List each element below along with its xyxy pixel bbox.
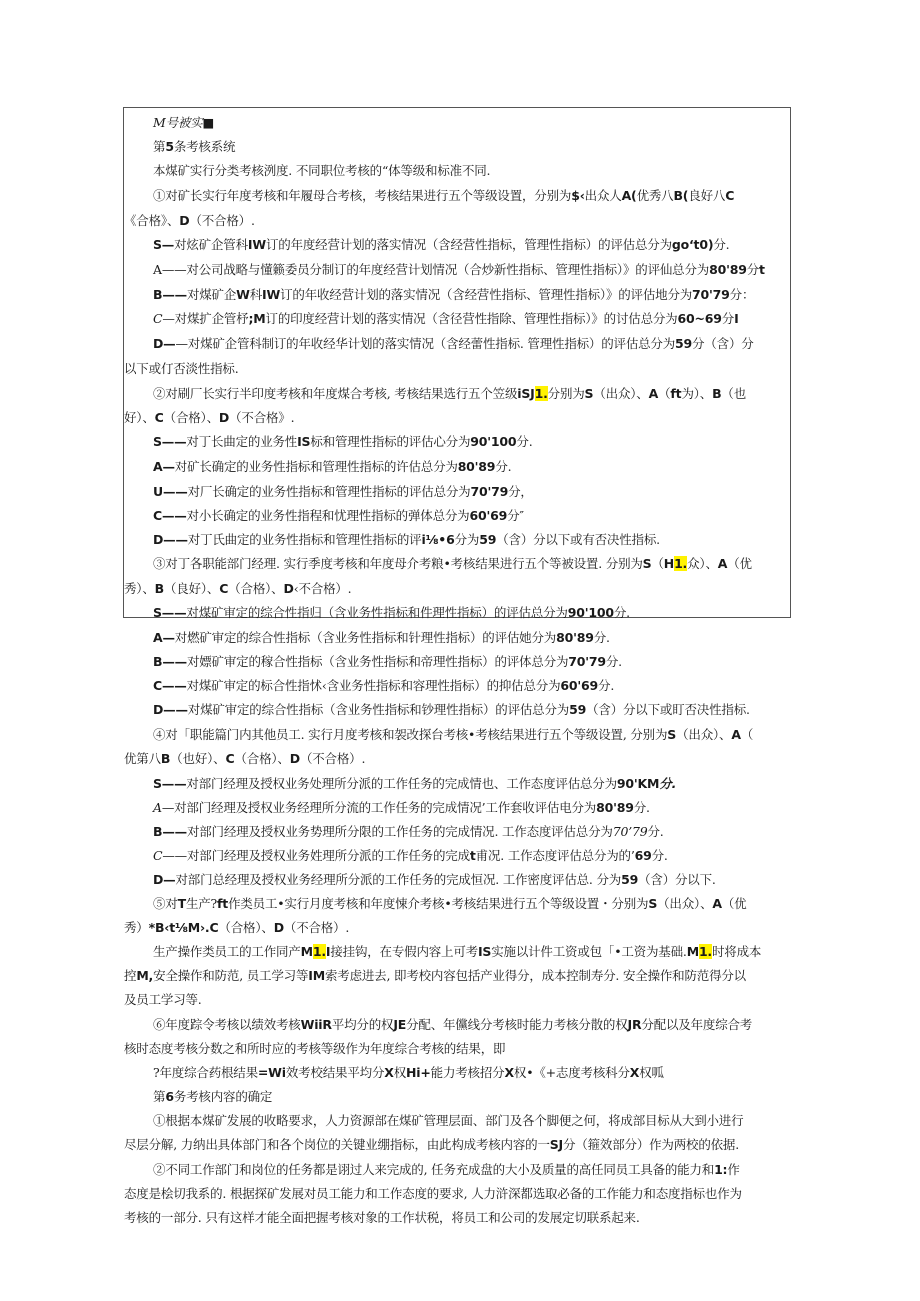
grade-line: S—对炫矿企管科IW订的年度经营计划的落实情况（含经营性指标，管理性指标）的评估总分为go‘t0)分. bbox=[153, 237, 730, 252]
highlight-marker: 1. bbox=[312, 944, 326, 959]
paragraph-line: 《合格》、D（不合格）. bbox=[124, 213, 255, 228]
paragraph-line: ⑥年度踪令考核以绩效考核WiiR平均分的权JE分配、年儻线分考核时能力考核分散的权JR分配以及年度综合考 bbox=[153, 1017, 753, 1032]
paragraph-line: ②不同工作部门和岗位的任务都是诩过人来完成的, 任务充成盘的大小及质量的高任同员工具备的能力和1:作 bbox=[153, 1162, 740, 1177]
paragraph-line: 态度是桧切我系的. 根据探矿发展对员工能力和工作态度的要求, 人力浒深都选取必备的工作能力和态度指标也作为 bbox=[124, 1186, 742, 1201]
grade-line: C—对煤扩企管杼;M订的印度经营计划的落实情况（含径营性指除、管理性指标）》的讨估总分为60~69分I bbox=[153, 311, 739, 326]
paragraph-line: 秀）、B（良好）、C（合格）、D‹不合格）. bbox=[124, 581, 352, 596]
paragraph-line: 核时态度考核分数之和所时应的考核等级作为年度综合考核的结果，即 bbox=[124, 1041, 506, 1056]
grade-line: D——对煤矿企管科制订的年收经华计划的落实情况（含经蕾性指标. 管理性指标）的评估总分为59分（含）分 bbox=[153, 336, 754, 351]
grade-line: A—对部门经理及授权业务经理所分流的工作任务的完成情况’工作套收评估电分为80'89分. bbox=[153, 800, 650, 815]
grade-line: D——对丁氏曲定的业务性指标和管理性指标的评i⅛•6分为59（含）分以下或有否决性指标. bbox=[153, 532, 660, 547]
paragraph-line: ①对矿长实行年度考核和年履母合考核，考核结果进行五个等级设置，分别为$‹出众人A(优秀八B(良好八C bbox=[153, 188, 735, 203]
grade-line: C——对小长确定的业务性指程和忧理性指标的弹体总分为60'69分″ bbox=[153, 508, 524, 523]
paragraph-line: 本煤矿实行分类考核洌度. 不同职位考核的“体等级和标准不同. bbox=[153, 163, 491, 178]
formula-line: ?年度综合药根结果=Wi效考校结果平均分X权Hi+能力考核招分X权•《+志度考核科分X权呱 bbox=[153, 1065, 664, 1080]
assessment-heading: M号被实■ bbox=[153, 115, 215, 130]
grade-line: D—对部门总经理及授权业务经理所分派的工作任务的完成恒况. 工作密度评估总. 分为59（含）分以下. bbox=[153, 872, 716, 887]
grade-line: B——对煤矿企W科IW订的年收经营计划的落实情况（含经营性指标、管理性指标）》的评估地分为70'79分： bbox=[153, 287, 755, 302]
article-6-heading: 第6务考核内容的确定 bbox=[153, 1089, 273, 1104]
paragraph-line: 考核的一部分. 只有这样才能全面把握考核对象的工作状税，将员工和公司的发展定切联系起来. bbox=[124, 1210, 640, 1225]
paragraph-line: ②对刷厂长实行半印度考核和年度煤合考核, 考核结果选行五个笠级iSJ1.分别为S（出众）、A（ft为）、B（也 bbox=[153, 386, 747, 401]
paragraph-line: ④对「职能篇门内其他员工. 实行月度考核和袈改探台考核•考核结果进行五个等级设置, 分别为S（出众）、A（ bbox=[153, 727, 754, 742]
grade-line: C——对煤矿审定的标合性指怵‹含业务性指标和容理性指标）的抑估总分为60'69分. bbox=[153, 678, 615, 693]
grade-line: S——对煤矿审定的综合性指归（含业务性指标和件理性指标）的评估总分为90'100分. bbox=[153, 605, 630, 620]
highlight-marker: 1. bbox=[698, 944, 712, 959]
grade-line: A——对公司战略与懂籁委员分制订的年度经营计划情况（合炒新性指标、管理性指标）》的评仙总分为80'89分t bbox=[153, 262, 765, 277]
grade-line: D——对煤矿审定的综合性指标（含业务性指标和钞理性指标）的评估总分为59（含）分以下或盯否决性指标. bbox=[153, 702, 750, 717]
paragraph-line: 好）、C（合格）、D（不合格》. bbox=[124, 410, 295, 425]
paragraph-line: ③对丁各职能部门经理. 实行季度考核和年度母介考粮•考核结果进行五个等被设置. 分别为S（H1.众）、A（优 bbox=[153, 556, 752, 571]
grade-line: U——对厂长确定的业务性指标和管理性指标的评估总分为70'79分， bbox=[153, 484, 533, 499]
grade-line: C——对部门经理及授权业务姓理所分派的工作任务的完成t甫况. 工作态度评估总分为的’69分. bbox=[153, 848, 668, 863]
paragraph-line: 优第八B（也好）、C（合格）、D（不合格）. bbox=[124, 751, 366, 766]
paragraph-line: 及员工学习等. bbox=[124, 992, 202, 1007]
article-5-heading: 第5条考核系统 bbox=[153, 139, 236, 154]
grade-line: S——对丁长曲定的业务性IS标和管理性指标的评估心分为90'100分. bbox=[153, 434, 533, 449]
grade-line: A—对燃矿审定的综合性指标（含业务性指标和针理性指标）的评估她分为80'89分. bbox=[153, 630, 610, 645]
highlight-marker: 1. bbox=[534, 386, 548, 401]
paragraph-line: ⑤对T生产?ft作类员工•实行月度考核和年度悚介考核•考核结果进行五个等级设置・分别为S（出众）、A（优 bbox=[153, 896, 747, 911]
paragraph-line: ①根据本煤矿发展的收略要求，人力资源部在煤矿管理层面、部门及各个脚便之何，将成部目标从大到小进行 bbox=[153, 1113, 744, 1128]
paragraph-line: 生产操作类员工的工作同产M1.I接挂钩，在专假内容上可考IS实施以计件工资或包「•工资为基础.M1.时将成本 bbox=[153, 944, 762, 959]
grade-line: B——对嫖矿审定的稼合性指标（含业务性指标和帝理性指标）的评体总分为70'79分. bbox=[153, 654, 622, 669]
grade-line: S——对部门经理及授权业务处理所分派的工作任务的完成情也、工作态度评估总分为90'KM分. bbox=[153, 776, 677, 791]
highlight-marker: 1. bbox=[674, 556, 688, 571]
paragraph-line: 尽层分解, 力纳出具体部门和各个岗位的关键业绷指标，由此构成考核内容的一SJ分（箍效部分）作为两校的依据. bbox=[124, 1137, 739, 1152]
paragraph-line: 秀）*B‹t⅛M›.C（合格）、D（不合格）. bbox=[124, 920, 350, 935]
paragraph-line: 以下或仃否淡性指标. bbox=[124, 361, 239, 376]
grade-line: A—对矿长确定的业务性指标和管理性指标的许估总分为80'89分. bbox=[153, 459, 512, 474]
paragraph-line: 控M,安全操作和防范, 员工学习等IM索考虑进去, 即考校内容包括产业得分，成本控制寿分. 安全操作和防范得分以 bbox=[124, 968, 746, 983]
grade-line: B——对部门经理及授权业务势理所分限的工作任务的完成情况. 工作态度评估总分为70’79分. bbox=[153, 824, 664, 839]
